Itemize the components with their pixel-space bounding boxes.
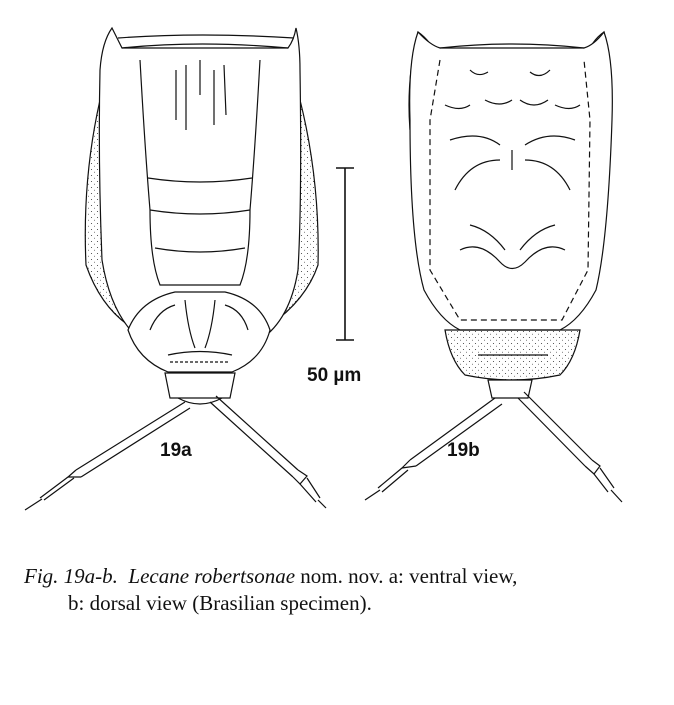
scale-label: 50 µm	[307, 365, 362, 386]
specimen-19a-ventral	[25, 28, 326, 510]
caption-species: Lecane robertsonae	[128, 564, 296, 588]
lorica-outline	[410, 32, 613, 330]
caption-fig-ref: Fig. 19a-b.	[24, 564, 118, 588]
foot-joint	[165, 373, 235, 398]
label-19b: 19b	[447, 440, 480, 461]
caption-line-1	[24, 563, 664, 590]
scale-bar	[336, 168, 354, 340]
toe-right	[210, 396, 298, 477]
caption-line-2: b: dorsal view (Brasilian specimen).	[68, 591, 372, 615]
label-19a: 19a	[160, 440, 192, 461]
foot-region	[128, 292, 270, 372]
caption-line1-rest: nom. nov. a: ventral view,	[295, 564, 518, 588]
specimen-19b-dorsal	[365, 32, 622, 502]
figure-caption	[24, 563, 664, 617]
foot-joint	[488, 380, 532, 398]
toe-right	[518, 392, 592, 466]
